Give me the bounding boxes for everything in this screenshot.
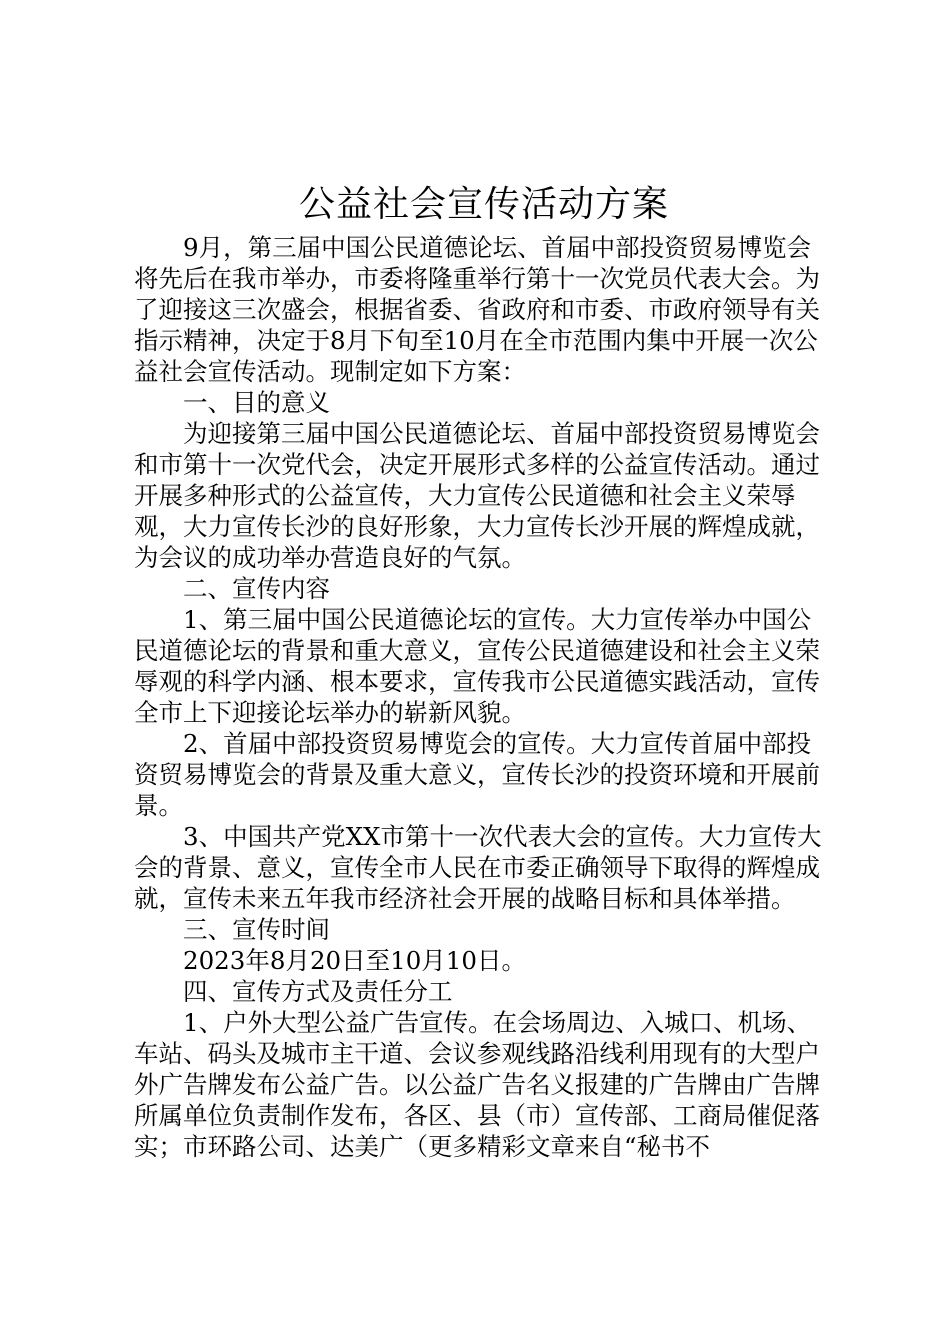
methods-paragraph-1: 1、户外大型公益广告宣传。在会场周边、入城口、机场、车站、码头及城市主干道、会议参观线路沿线利用现有的大型户外广告牌发布公益广告。以公益广告名义报建的广告牌由广告牌所属单位负责制作发布，各区、县（市）宣传部、工商局催促落实；市环路公司、达美广（更多精彩文章来自“秘书不: [134, 1008, 820, 1161]
section-heading-time: 三、宣传时间: [183, 915, 330, 944]
content-paragraph-2: 2、首届中部投资贸易博览会的宣传。大力宣传首届中部投资贸易博览会的背景及重大意义，宣传长沙的投资环境和开展前景。: [134, 729, 820, 820]
intro-paragraph: 9月，第三届中国公民道德论坛、首届中部投资贸易博览会将先后在我市举办，市委将隆重举行第十一次党员代表大会。为了迎接这三次盛会，根据省委、省政府和市委、市政府领导有关指示精神，决定于8月下旬至10月在全市范围内集中开展一次公益社会宣传活动。现制定如下方案：: [134, 233, 820, 386]
section-heading-purpose: 一、目的意义: [183, 388, 330, 417]
purpose-paragraph: 为迎接第三届中国公民道德论坛、首届中部投资贸易博览会和市第十一次党代会，决定开展形式多样的公益宣传活动。通过开展多种形式的公益宣传，大力宣传公民道德和社会主义荣辱观，大力宣传长沙的良好形象，大力宣传长沙开展的辉煌成就，为会议的成功举办营造良好的气氛。: [134, 419, 820, 572]
document-title: 公益社会宣传活动方案: [298, 184, 669, 225]
document-page: [134, 178, 834, 1162]
content-paragraph-3: 3、中国共产党XX市第十一次代表大会的宣传。大力宣传大会的背景、意义，宣传全市人民在市委正确领导下取得的辉煌成就，宣传未来五年我市经济社会开展的战略目标和具体举措。: [134, 822, 822, 913]
section-heading-content: 二、宣传内容: [183, 574, 330, 603]
section-heading-methods: 四、宣传方式及责任分工: [183, 977, 453, 1006]
content-paragraph-1: 1、第三届中国公民道德论坛的宣传。大力宣传举办中国公民道德论坛的背景和重大意义，宣传公民道德建设和社会主义荣辱观的科学内涵、根本要求，宣传我市公民道德实践活动，宣传全市上下迎接论坛举办的崭新风貌。: [134, 605, 820, 727]
time-paragraph: 2023年8月20日至10月10日。: [183, 946, 526, 975]
